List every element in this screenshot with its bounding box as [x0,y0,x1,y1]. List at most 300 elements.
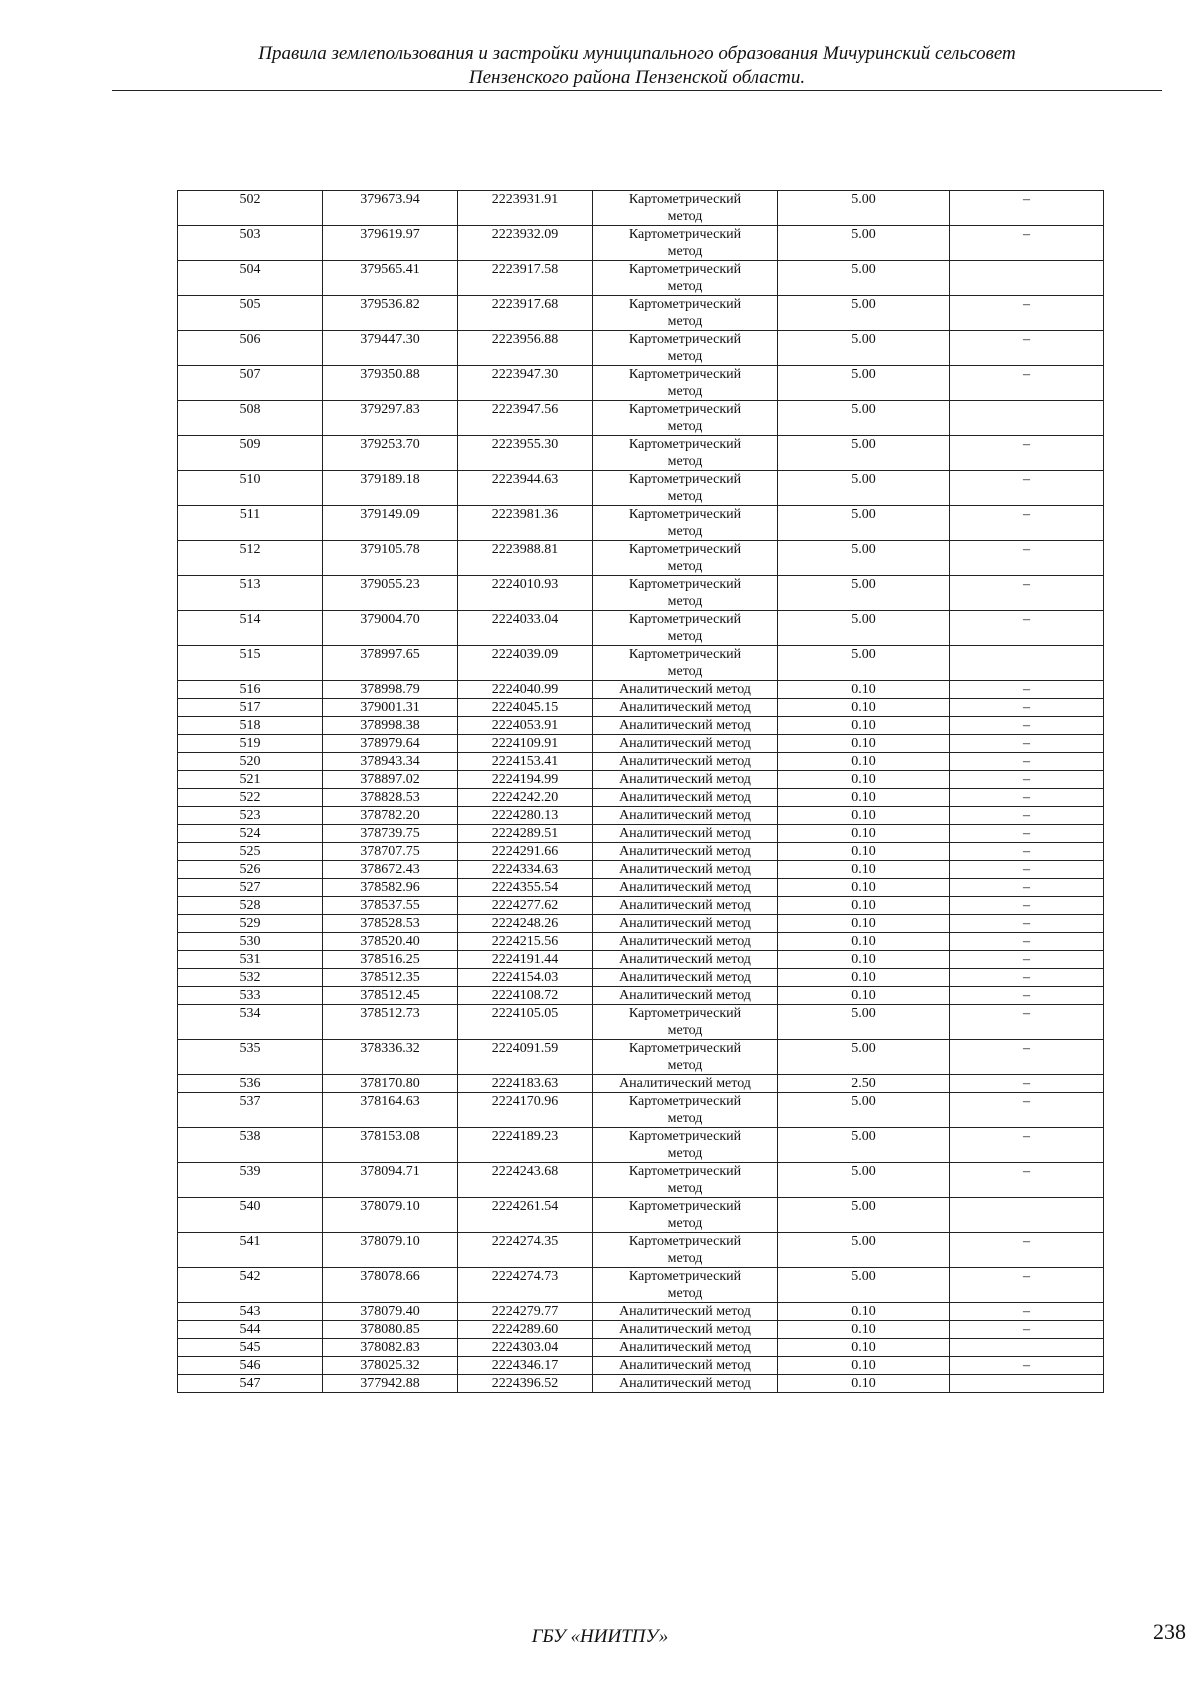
cell-method: Картометрический метод [593,1005,778,1040]
cell-method: Картометрический метод [593,401,778,436]
cell-coord-y: 2224091.59 [458,1040,593,1075]
cell-method: Аналитический метод [593,897,778,915]
cell-coord-y: 2223988.81 [458,541,593,576]
cell-accuracy: 5.00 [778,611,950,646]
table-row [178,753,1104,771]
cell-coord-x: 378998.79 [323,681,458,699]
cell-point-number: 542 [178,1268,323,1303]
cell-point-number: 517 [178,699,323,717]
table-row [178,331,1104,366]
table-row [178,681,1104,699]
cell-point-number: 513 [178,576,323,611]
cell-coord-y: 2224303.04 [458,1339,593,1357]
cell-method: Картометрический метод [593,471,778,506]
cell-note: – [950,681,1104,699]
table-row [178,1128,1104,1163]
cell-point-number: 502 [178,191,323,226]
cell-note: – [950,331,1104,366]
cell-point-number: 530 [178,933,323,951]
cell-point-number: 523 [178,807,323,825]
cell-note: – [950,699,1104,717]
cell-coord-x: 379536.82 [323,296,458,331]
cell-note: – [950,1233,1104,1268]
cell-method: Аналитический метод [593,987,778,1005]
cell-accuracy: 0.10 [778,717,950,735]
coordinates-table-body [178,191,1104,1393]
cell-coord-x: 379673.94 [323,191,458,226]
table-row [178,1198,1104,1233]
cell-method: Картометрический метод [593,226,778,261]
cell-point-number: 512 [178,541,323,576]
cell-note: – [950,771,1104,789]
cell-coord-x: 378582.96 [323,879,458,897]
table-row [178,226,1104,261]
cell-note: – [950,1321,1104,1339]
cell-coord-x: 378080.85 [323,1321,458,1339]
cell-coord-x: 379001.31 [323,699,458,717]
cell-coord-x: 378897.02 [323,771,458,789]
cell-coord-x: 378528.53 [323,915,458,933]
cell-point-number: 508 [178,401,323,436]
cell-coord-x: 379149.09 [323,506,458,541]
table-row [178,1005,1104,1040]
cell-accuracy: 5.00 [778,366,950,401]
cell-coord-y: 2224248.26 [458,915,593,933]
table-row [178,401,1104,436]
table-row [178,1233,1104,1268]
cell-coord-y: 2224033.04 [458,611,593,646]
cell-method: Аналитический метод [593,1339,778,1357]
cell-coord-x: 378537.55 [323,897,458,915]
cell-note: – [950,969,1104,987]
cell-accuracy: 0.10 [778,807,950,825]
cell-method: Картометрический метод [593,541,778,576]
cell-note: – [950,879,1104,897]
cell-accuracy: 0.10 [778,1357,950,1375]
cell-coord-x: 379189.18 [323,471,458,506]
cell-coord-x: 378782.20 [323,807,458,825]
cell-note: – [950,436,1104,471]
cell-coord-y: 2224183.63 [458,1075,593,1093]
cell-point-number: 531 [178,951,323,969]
cell-accuracy: 5.00 [778,1128,950,1163]
cell-coord-y: 2223932.09 [458,226,593,261]
cell-note: – [950,296,1104,331]
cell-point-number: 515 [178,646,323,681]
cell-point-number: 519 [178,735,323,753]
cell-accuracy: 5.00 [778,1233,950,1268]
cell-coord-y: 2224274.73 [458,1268,593,1303]
cell-coord-y: 2224105.05 [458,1005,593,1040]
cell-coord-x: 378997.65 [323,646,458,681]
cell-point-number: 510 [178,471,323,506]
cell-accuracy: 0.10 [778,897,950,915]
cell-method: Картометрический метод [593,191,778,226]
cell-method: Аналитический метод [593,915,778,933]
cell-method: Картометрический метод [593,331,778,366]
cell-accuracy: 5.00 [778,1163,950,1198]
cell-method: Картометрический метод [593,506,778,541]
cell-coord-x: 379447.30 [323,331,458,366]
cell-note: – [950,861,1104,879]
cell-method: Аналитический метод [593,1375,778,1393]
cell-note: – [950,1093,1104,1128]
cell-coord-y: 2223981.36 [458,506,593,541]
cell-method: Аналитический метод [593,735,778,753]
cell-coord-y: 2224010.93 [458,576,593,611]
cell-coord-y: 2224289.60 [458,1321,593,1339]
table-row [178,825,1104,843]
cell-coord-y: 2224040.99 [458,681,593,699]
cell-note: – [950,1303,1104,1321]
cell-point-number: 543 [178,1303,323,1321]
cell-coord-y: 2224215.56 [458,933,593,951]
table-row [178,646,1104,681]
cell-method: Аналитический метод [593,807,778,825]
cell-coord-y: 2224242.20 [458,789,593,807]
cell-accuracy: 5.00 [778,1005,950,1040]
cell-coord-x: 379297.83 [323,401,458,436]
cell-accuracy: 0.10 [778,861,950,879]
cell-coord-y: 2224346.17 [458,1357,593,1375]
table-row [178,1339,1104,1357]
cell-note: – [950,1005,1104,1040]
cell-accuracy: 0.10 [778,843,950,861]
cell-coord-x: 379565.41 [323,261,458,296]
coordinates-table [177,190,1104,1393]
cell-coord-x: 379004.70 [323,611,458,646]
cell-accuracy: 5.00 [778,261,950,296]
table-row [178,366,1104,401]
table-row [178,1093,1104,1128]
table-row [178,471,1104,506]
table-row [178,897,1104,915]
cell-coord-y: 2223944.63 [458,471,593,506]
cell-accuracy: 0.10 [778,735,950,753]
cell-coord-x: 379055.23 [323,576,458,611]
cell-coord-x: 378998.38 [323,717,458,735]
cell-coord-y: 2223931.91 [458,191,593,226]
cell-note: – [950,1040,1104,1075]
cell-point-number: 536 [178,1075,323,1093]
cell-point-number: 511 [178,506,323,541]
cell-accuracy: 0.10 [778,1303,950,1321]
cell-coord-y: 2224045.15 [458,699,593,717]
cell-accuracy: 0.10 [778,789,950,807]
cell-method: Аналитический метод [593,789,778,807]
table-row [178,1303,1104,1321]
cell-point-number: 541 [178,1233,323,1268]
table-row [178,191,1104,226]
cell-method: Картометрический метод [593,261,778,296]
cell-coord-y: 2224274.35 [458,1233,593,1268]
cell-coord-x: 378512.35 [323,969,458,987]
cell-coord-y: 2224355.54 [458,879,593,897]
cell-coord-y: 2223917.68 [458,296,593,331]
cell-accuracy: 5.00 [778,1268,950,1303]
table-row [178,735,1104,753]
cell-method: Аналитический метод [593,1303,778,1321]
cell-method: Аналитический метод [593,681,778,699]
table-row [178,843,1104,861]
cell-method: Картометрический метод [593,1268,778,1303]
cell-accuracy: 5.00 [778,226,950,261]
cell-note: – [950,191,1104,226]
cell-note: – [950,735,1104,753]
cell-note [950,646,1104,681]
cell-method: Картометрический метод [593,436,778,471]
cell-accuracy: 0.10 [778,681,950,699]
table-row [178,915,1104,933]
cell-note: – [950,951,1104,969]
cell-method: Аналитический метод [593,843,778,861]
cell-accuracy: 0.10 [778,825,950,843]
header-line-2: Пензенского района Пензенской области. [468,67,806,88]
cell-point-number: 514 [178,611,323,646]
cell-accuracy: 5.00 [778,506,950,541]
table-row [178,987,1104,1005]
cell-point-number: 544 [178,1321,323,1339]
cell-point-number: 537 [178,1093,323,1128]
cell-note: – [950,1163,1104,1198]
table-row [178,933,1104,951]
cell-method: Картометрический метод [593,366,778,401]
cell-point-number: 503 [178,226,323,261]
table-row [178,576,1104,611]
cell-point-number: 516 [178,681,323,699]
cell-point-number: 524 [178,825,323,843]
cell-method: Картометрический метод [593,296,778,331]
cell-accuracy: 0.10 [778,969,950,987]
header-divider [112,90,1162,91]
cell-accuracy: 0.10 [778,771,950,789]
cell-note [950,1198,1104,1233]
table-row [178,807,1104,825]
cell-point-number: 505 [178,296,323,331]
cell-point-number: 528 [178,897,323,915]
cell-method: Картометрический метод [593,1163,778,1198]
header-line-1: Правила землепользования и застройки муниципального образования Мичуринский сельсовет [258,43,1016,64]
cell-coord-y: 2223917.58 [458,261,593,296]
cell-note: – [950,366,1104,401]
table-row [178,1375,1104,1393]
cell-method: Аналитический метод [593,879,778,897]
table-row [178,969,1104,987]
cell-coord-x: 378943.34 [323,753,458,771]
cell-point-number: 518 [178,717,323,735]
cell-coord-y: 2224154.03 [458,969,593,987]
cell-accuracy: 5.00 [778,296,950,331]
cell-point-number: 520 [178,753,323,771]
cell-note: – [950,789,1104,807]
cell-coord-x: 378672.43 [323,861,458,879]
cell-coord-y: 2224039.09 [458,646,593,681]
cell-accuracy: 5.00 [778,471,950,506]
cell-point-number: 533 [178,987,323,1005]
cell-coord-y: 2223955.30 [458,436,593,471]
table-row [178,1040,1104,1075]
cell-coord-x: 378025.32 [323,1357,458,1375]
cell-note: – [950,717,1104,735]
cell-method: Аналитический метод [593,861,778,879]
cell-accuracy: 0.10 [778,753,950,771]
table-row [178,541,1104,576]
table-row [178,1268,1104,1303]
cell-note: – [950,843,1104,861]
cell-accuracy: 5.00 [778,1040,950,1075]
cell-note [950,1339,1104,1357]
cell-method: Аналитический метод [593,825,778,843]
table-row [178,717,1104,735]
cell-coord-x: 378079.10 [323,1233,458,1268]
cell-method: Аналитический метод [593,699,778,717]
cell-accuracy: 0.10 [778,879,950,897]
cell-accuracy: 0.10 [778,1375,950,1393]
cell-point-number: 522 [178,789,323,807]
cell-note: – [950,1128,1104,1163]
cell-note: – [950,1075,1104,1093]
cell-coord-y: 2224053.91 [458,717,593,735]
table-row [178,789,1104,807]
cell-accuracy: 0.10 [778,915,950,933]
cell-point-number: 509 [178,436,323,471]
cell-coord-y: 2224109.91 [458,735,593,753]
cell-note: – [950,807,1104,825]
cell-point-number: 526 [178,861,323,879]
table-row [178,879,1104,897]
cell-note: – [950,541,1104,576]
cell-method: Аналитический метод [593,753,778,771]
cell-coord-x: 378512.73 [323,1005,458,1040]
table-row [178,296,1104,331]
table-row [178,861,1104,879]
cell-coord-x: 378079.40 [323,1303,458,1321]
cell-coord-y: 2224396.52 [458,1375,593,1393]
cell-accuracy: 0.10 [778,1321,950,1339]
cell-coord-x: 378707.75 [323,843,458,861]
table-row [178,611,1104,646]
cell-coord-y: 2223947.56 [458,401,593,436]
cell-coord-y: 2224289.51 [458,825,593,843]
cell-coord-y: 2223956.88 [458,331,593,366]
cell-coord-x: 377942.88 [323,1375,458,1393]
cell-note: – [950,753,1104,771]
cell-method: Картометрический метод [593,1128,778,1163]
cell-coord-y: 2224261.54 [458,1198,593,1233]
table-row [178,699,1104,717]
cell-coord-x: 378739.75 [323,825,458,843]
table-row [178,261,1104,296]
cell-method: Картометрический метод [593,1198,778,1233]
cell-point-number: 546 [178,1357,323,1375]
cell-note: – [950,933,1104,951]
cell-accuracy: 0.10 [778,699,950,717]
cell-coord-y: 2224194.99 [458,771,593,789]
cell-accuracy: 0.10 [778,951,950,969]
table-row [178,1357,1104,1375]
footer-organization: ГБУ «НИИТПУ» [531,1626,669,1647]
cell-point-number: 506 [178,331,323,366]
cell-coord-y: 2224280.13 [458,807,593,825]
cell-accuracy: 0.10 [778,933,950,951]
cell-coord-x: 378979.64 [323,735,458,753]
cell-note [950,1375,1104,1393]
cell-coord-x: 378153.08 [323,1128,458,1163]
cell-accuracy: 5.00 [778,646,950,681]
cell-accuracy: 5.00 [778,331,950,366]
cell-accuracy: 0.10 [778,1339,950,1357]
document-header [112,42,1162,90]
table-row [178,1321,1104,1339]
cell-note: – [950,1268,1104,1303]
cell-method: Картометрический метод [593,576,778,611]
table-row [178,951,1104,969]
cell-coord-y: 2224334.63 [458,861,593,879]
cell-point-number: 529 [178,915,323,933]
cell-point-number: 538 [178,1128,323,1163]
cell-coord-y: 2224279.77 [458,1303,593,1321]
cell-coord-x: 378828.53 [323,789,458,807]
cell-point-number: 545 [178,1339,323,1357]
cell-point-number: 547 [178,1375,323,1393]
cell-point-number: 521 [178,771,323,789]
cell-coord-x: 379253.70 [323,436,458,471]
cell-coord-x: 378078.66 [323,1268,458,1303]
cell-coord-y: 2224277.62 [458,897,593,915]
cell-accuracy: 5.00 [778,541,950,576]
cell-note: – [950,576,1104,611]
table-row [178,436,1104,471]
cell-accuracy: 5.00 [778,401,950,436]
table-row [178,1163,1104,1198]
cell-coord-x: 378520.40 [323,933,458,951]
cell-coord-y: 2224243.68 [458,1163,593,1198]
cell-coord-x: 378170.80 [323,1075,458,1093]
cell-accuracy: 0.10 [778,987,950,1005]
cell-note: – [950,226,1104,261]
cell-method: Аналитический метод [593,1321,778,1339]
cell-point-number: 527 [178,879,323,897]
cell-note [950,261,1104,296]
cell-method: Картометрический метод [593,646,778,681]
cell-coord-x: 378516.25 [323,951,458,969]
cell-accuracy: 5.00 [778,436,950,471]
cell-accuracy: 5.00 [778,191,950,226]
cell-point-number: 504 [178,261,323,296]
cell-coord-y: 2224189.23 [458,1128,593,1163]
cell-method: Аналитический метод [593,933,778,951]
cell-method: Аналитический метод [593,1357,778,1375]
cell-coord-x: 378079.10 [323,1198,458,1233]
cell-coord-y: 2224153.41 [458,753,593,771]
cell-method: Аналитический метод [593,969,778,987]
cell-note: – [950,897,1104,915]
cell-coord-y: 2223947.30 [458,366,593,401]
cell-note: – [950,506,1104,541]
cell-note [950,401,1104,436]
cell-note: – [950,987,1104,1005]
cell-coord-y: 2224170.96 [458,1093,593,1128]
cell-coord-x: 378094.71 [323,1163,458,1198]
cell-coord-x: 379619.97 [323,226,458,261]
cell-accuracy: 2.50 [778,1075,950,1093]
cell-coord-y: 2224108.72 [458,987,593,1005]
cell-point-number: 507 [178,366,323,401]
table-row [178,1075,1104,1093]
cell-method: Аналитический метод [593,771,778,789]
cell-point-number: 532 [178,969,323,987]
cell-point-number: 534 [178,1005,323,1040]
